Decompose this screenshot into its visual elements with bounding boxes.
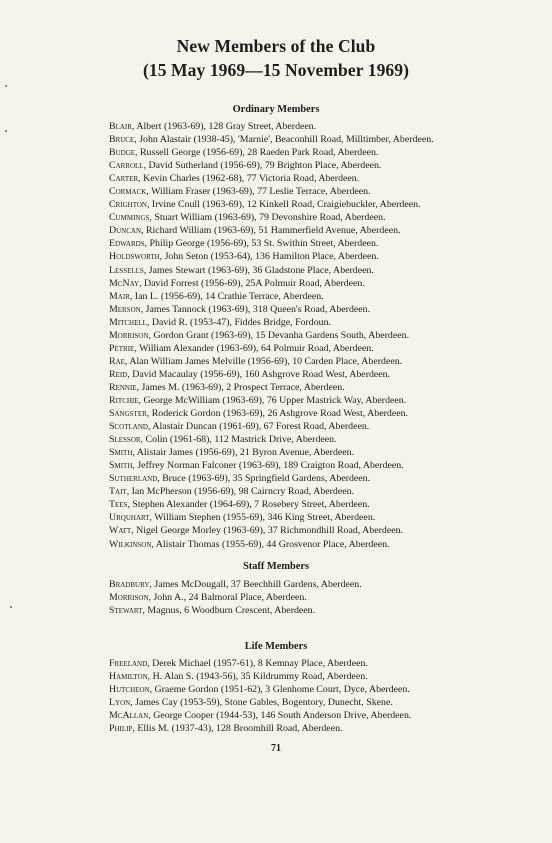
member-surname: McAllan, (109, 710, 151, 722)
member-surname: Lessells, (109, 264, 147, 276)
member-entry (109, 511, 434, 524)
member-details: Gordon Grant (1963-69), 15 Devanha Gardens South, Aberdeen. (150, 329, 410, 341)
member-entry (109, 722, 411, 735)
member-entry (109, 133, 434, 146)
member-details: Albert (1963-69), 128 Gray Street, Aberdeen. (134, 121, 317, 132)
member-details: James Cay (1953-59), Stone Gables, Bogentory, Dunecht, Skene. (132, 697, 393, 709)
member-entry (109, 394, 434, 407)
member-details: Alastair Duncan (1961-69), 67 Forest Road, Aberdeen. (150, 421, 370, 433)
member-details: Alan William James Melville (1956-69), 10 Carden Place, Aberdeen. (127, 355, 403, 367)
member-surname: Blair, (109, 121, 135, 132)
member-entry (109, 459, 434, 472)
member-entry (109, 198, 434, 211)
member-details: William Fraser (1963-69), 77 Leslie Terrace, Aberdeen. (148, 186, 371, 198)
member-details: David Forrest (1956-69), 25A Polmuir Road, Aberdeen. (141, 277, 365, 289)
member-details: George McWilliam (1963-69), 76 Upper Mastrick Way, Aberdeen. (141, 394, 407, 406)
member-surname: Philip, (109, 723, 135, 735)
page-title: New Members of the Club (176, 36, 376, 56)
member-entry (109, 709, 411, 722)
member-details: Nigel George Morley (1963-69), 37 Richmondhill Road, Aberdeen. (133, 525, 404, 537)
member-entry (109, 446, 434, 459)
section-heading-ordinary: Ordinary Members (232, 104, 320, 115)
member-surname: Wilkinson, (109, 538, 154, 550)
member-surname: Bruce, (109, 134, 137, 146)
member-details: Alistair James (1956-69), 21 Byron Avenue, Aberdeen. (134, 447, 355, 459)
member-entry (109, 498, 434, 511)
member-surname: Watt, (109, 525, 134, 537)
member-entry (109, 250, 434, 263)
member-entry (109, 290, 434, 303)
member-details: James McDougall, 37 Beechhill Gardens, Aberdeen. (151, 579, 362, 590)
member-surname: McNay, (109, 277, 142, 289)
member-surname: Cummings, (109, 212, 152, 224)
member-surname: Freeland, (109, 658, 150, 669)
member-surname: Tait, (109, 486, 130, 498)
member-surname: Tees, (109, 499, 130, 511)
member-details: James Tannock (1963-69), 318 Queen's Road, Aberdeen. (143, 303, 371, 315)
staff-members-list (109, 578, 362, 617)
member-entry (109, 342, 434, 355)
member-details: William Alexander (1963-69), 64 Polmuir Road, Aberdeen. (136, 342, 374, 354)
member-entry (109, 604, 362, 617)
member-details: Russell George (1956-69), 28 Raeden Park Road, Aberdeen. (137, 147, 379, 159)
member-entry (109, 485, 434, 498)
member-surname: Hutcheon, (109, 684, 153, 696)
member-entry (109, 657, 411, 670)
member-details: David R. (1953-47), Fiddes Bridge, Fordoun. (149, 316, 332, 328)
member-entry (109, 277, 434, 290)
member-entry (109, 591, 362, 604)
member-details: Colin (1961-68), 112 Mastrick Drive, Aberdeen. (143, 434, 337, 446)
ordinary-members-list (109, 120, 434, 551)
member-surname: Hamilton, (109, 671, 151, 683)
section-heading-staff: Staff Members (242, 561, 310, 572)
member-surname: Rae, (109, 355, 128, 367)
member-details: Kevin Charles (1962-68), 77 Victoria Road, Aberdeen. (140, 173, 360, 185)
member-details: John Seton (1953-64), 136 Hamilton Place, Aberdeen. (162, 251, 379, 263)
member-surname: Slessor, (109, 434, 144, 446)
life-members-list (109, 657, 411, 735)
member-details: James Stewart (1963-69), 36 Gladstone Place, Aberdeen. (146, 264, 374, 276)
member-entry (109, 120, 434, 133)
member-entry (109, 696, 411, 709)
member-entry (109, 355, 434, 368)
member-entry (109, 670, 411, 683)
page-number: 71 (271, 743, 281, 754)
member-details: John Alastair (1938-45), 'Marnie', Beaconhill Road, Milltimber, Aberdeen. (136, 134, 434, 146)
scan-speck (10, 606, 12, 608)
member-surname: Scotland, (109, 421, 151, 433)
member-entry (109, 237, 434, 250)
member-surname: Crighton, (109, 199, 150, 211)
member-entry (109, 211, 434, 224)
member-details: Magnus, 6 Woodburn Crescent, Aberdeen. (144, 605, 316, 617)
member-details: Ellis M. (1937-43), 128 Broomhill Road, Aberdeen. (134, 723, 343, 735)
member-entry (109, 185, 434, 198)
member-entry (109, 420, 434, 433)
member-surname: Smith, (109, 447, 135, 459)
member-surname: Lyon, (109, 697, 133, 709)
member-details: Alistair Thomas (1955-69), 44 Grosvenor Place, Aberdeen. (153, 538, 390, 550)
member-details: George Cooper (1944-53), 146 South Anderson Drive, Aberdeen. (150, 710, 412, 722)
member-surname: Smith, (109, 460, 135, 472)
member-entry (109, 316, 434, 329)
member-details: David Sutherland (1956-69), 79 Brighton Place, Aberdeen. (146, 160, 382, 172)
member-entry (109, 578, 362, 591)
member-entry (109, 433, 434, 446)
member-surname: Mair, (109, 290, 133, 302)
member-surname: Carroll, (109, 160, 147, 172)
member-details: Ian L. (1956-69), 14 Crathie Terrace, Aberdeen. (132, 290, 324, 302)
member-details: Richard William (1963-69), 51 Hammerfield Avenue, Aberdeen. (143, 225, 401, 237)
member-details: Roderick Gordon (1963-69), 26 Ashgrove Road West, Aberdeen. (149, 408, 408, 420)
member-surname: Carter, (109, 173, 141, 185)
member-details: Stuart William (1963-69), 79 Devonshire Road, Aberdeen. (151, 212, 386, 224)
member-details: Ian McPherson (1956-69), 98 Cairncry Road, Aberdeen. (129, 486, 355, 498)
scan-speck (5, 130, 7, 132)
member-details: Bruce (1963-69), 35 Springfield Gardens, Aberdeen. (159, 473, 371, 485)
member-surname: Reid, (109, 368, 130, 380)
member-details: Philip George (1956-69), 53 St. Swithin Street, Aberdeen. (147, 238, 379, 250)
member-details: H. Alan S. (1943-56), 35 Kildrummy Road, Aberdeen. (150, 671, 368, 683)
member-surname: Mitchell, (109, 316, 150, 328)
member-details: Irvine Coull (1963-69), 12 Kinkell Road, Craigiebuckler, Aberdeen. (149, 199, 421, 211)
member-details: Graeme Gordon (1951-62), 3 Glenhome Court, Dyce, Aberdeen. (152, 684, 410, 696)
member-details: Jeffrey Norman Falconer (1963-69), 189 Craigton Road, Aberdeen. (134, 460, 404, 472)
member-entry (109, 368, 434, 381)
member-surname: Morrison, (109, 329, 151, 341)
member-surname: Budge, (109, 147, 138, 159)
member-entry (109, 303, 434, 316)
member-entry (109, 683, 411, 696)
section-heading-life: Life Members (244, 641, 308, 652)
member-entry (109, 172, 434, 185)
member-surname: Duncan, (109, 225, 144, 237)
member-details: Stephen Alexander (1964-69), 7 Rosebery Street, Aberdeen. (129, 499, 370, 511)
member-entry (109, 381, 434, 394)
member-entry (109, 264, 434, 277)
member-surname: Sangster, (109, 408, 150, 420)
member-surname: Merson, (109, 303, 144, 315)
member-surname: Ritchie, (109, 394, 141, 406)
member-surname: Cormack, (109, 186, 149, 198)
page-subtitle-date-range: (15 May 1969—15 November 1969) (142, 60, 410, 80)
member-entry (109, 224, 434, 237)
member-entry (109, 146, 434, 159)
member-surname: Edwards, (109, 238, 148, 250)
member-surname: Stewart, (109, 605, 145, 617)
member-surname: Bradbury, (109, 579, 152, 590)
member-surname: Morrison, (109, 592, 151, 604)
member-entry (109, 538, 434, 551)
member-entry (109, 407, 434, 420)
scan-speck (5, 85, 7, 87)
member-details: Derek Michael (1957-61), 8 Kemnay Place, Aberdeen. (149, 658, 368, 669)
member-surname: Petrie, (109, 342, 137, 354)
member-details: David Macaulay (1956-69), 160 Ashgrove Road West, Aberdeen. (129, 368, 391, 380)
member-details: John A., 24 Balmoral Place, Aberdeen. (150, 592, 307, 604)
member-details: James M. (1963-69), 2 Prospect Terrace, Aberdeen. (139, 381, 345, 393)
member-surname: Holdsworth, (109, 251, 163, 263)
member-entry (109, 524, 434, 537)
member-entry (109, 472, 434, 485)
member-surname: Urquhart, (109, 512, 153, 524)
member-details: William Stephen (1955-69), 346 King Street, Aberdeen. (152, 512, 376, 524)
member-surname: Sutherland, (109, 473, 160, 485)
member-surname: Rennie, (109, 381, 140, 393)
member-entry (109, 159, 434, 172)
member-entry (109, 329, 434, 342)
